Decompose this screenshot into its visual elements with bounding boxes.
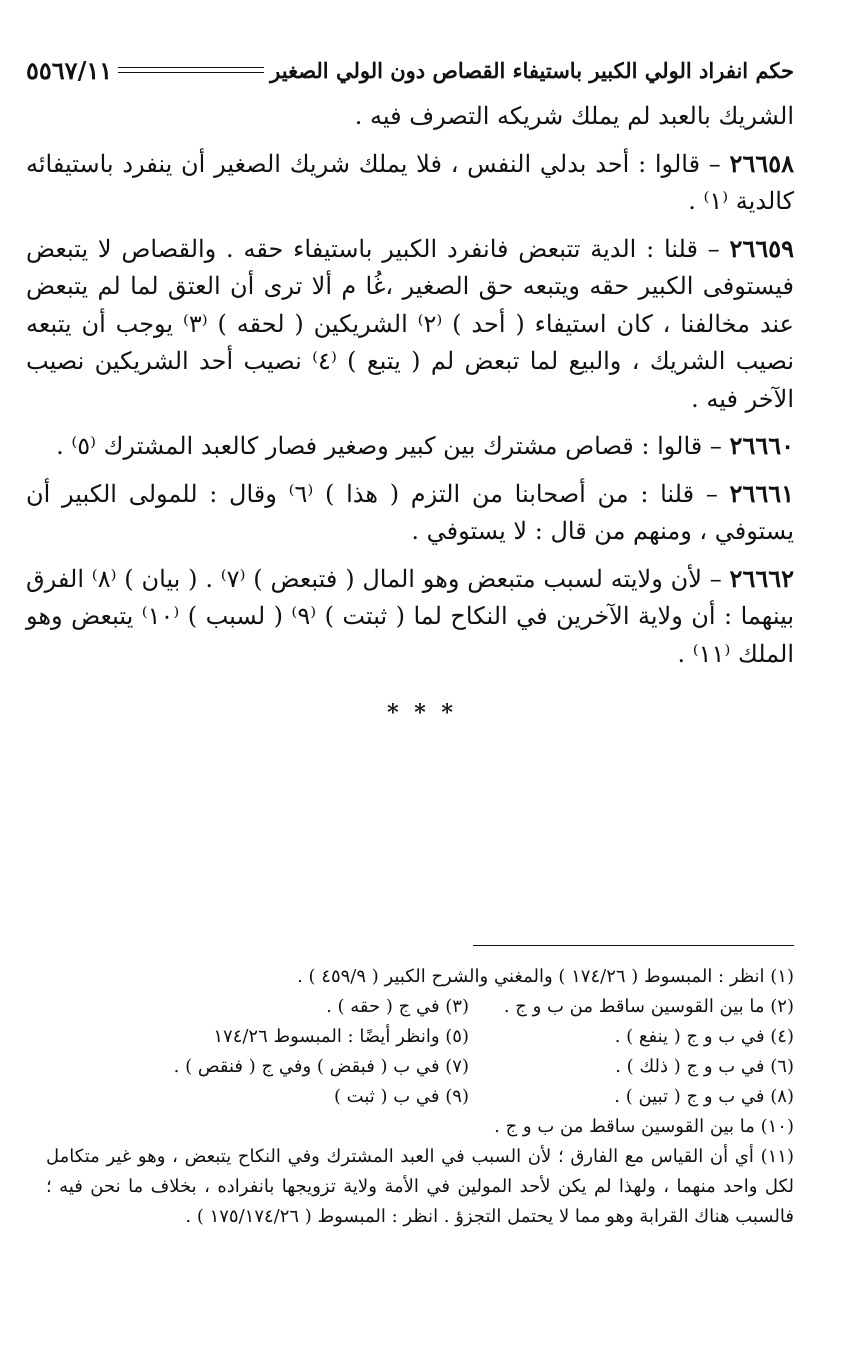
footnote-row <box>46 992 794 1022</box>
paragraph-number: ٢٦٦٥٩ <box>729 233 794 263</box>
header-rule <box>118 67 264 73</box>
footnote: (٧) في ب ( فبقض ) وفي ج ( فنقص ) . <box>173 1056 469 1077</box>
footnote-rule <box>473 945 794 946</box>
paragraph-number: ٢٦٦٦٢ <box>729 563 794 593</box>
footnote: (٢) ما بين القوسين ساقط من ب و ج . <box>503 996 794 1017</box>
footnotes <box>46 962 794 1232</box>
running-title: حكم انفراد الولي الكبير باستيفاء القصاص دون الولي الصغير <box>270 57 794 83</box>
paragraph-text: – لأن ولايته لسبب متبعض وهو المال ( فتبعض ) ⁽٧⁾ . ( بيان ) ⁽٨⁾ الفرق بينهما : أن ولاية الآخرين في النكاح لما ( ثبتت ) ⁽٩⁾ ( لسبب ) ⁽١٠⁾ يتبعض وهو الملك ⁽١١⁾ . <box>26 564 795 668</box>
paragraph <box>26 427 794 466</box>
paragraph-text: – قالوا : قصاص مشترك بين كبير وصغير فصار كالعبد المشترك ⁽٥⁾ . <box>56 432 730 460</box>
footnote-row <box>46 1052 794 1082</box>
footnote: (٩) في ب ( ثبت ) <box>333 1086 469 1107</box>
footnote: (١) انظر : المبسوط ( ١٧٤/٢٦ ) والمغني والشرح الكبير ( ٤٥٩/٩ ) . <box>297 966 794 987</box>
footnote: (١٠) ما بين القوسين ساقط من ب و ج . <box>494 1116 794 1137</box>
paragraph-number: ٢٦٦٥٨ <box>729 148 794 178</box>
footnote: (٥) وانظر أيضًا : المبسوط ١٧٤/٢٦ <box>213 1026 469 1047</box>
paragraph <box>26 475 794 551</box>
running-header <box>26 50 794 90</box>
paragraph-text: – قلنا : من أصحابنا من التزم ( هذا ) ⁽٦⁾ وقال : للمولى الكبير أن يستوفي ، ومنهم من قال : لا يستوفي . <box>26 479 794 545</box>
paragraph <box>26 98 794 136</box>
footnote: (١١) أي أن القياس مع الفارق ؛ لأن السبب في العبد المشترك وفي النكاح يتبعض ، وهو غير متكامل لكل واحد منهما ، ولهذا لم يكن لأحد المولين في الأمة ولاية تزويجها بانفراده ، بخلاف ما نحن فيه ؛ فالسبب هناك القرابة وهو مما لا يحتمل التجزؤ . انظر : المبسوط ( ١٧٥/١٧٤/٢٦ ) . <box>46 1146 794 1227</box>
footnote-row <box>46 1022 794 1052</box>
footnote: (٤) في ب و ج ( ينفع ) . <box>614 1026 794 1047</box>
footnote: (٦) في ب و ج ( ذلك ) . <box>615 1056 794 1077</box>
section-separator: * * * <box>387 700 457 726</box>
paragraph <box>26 230 794 419</box>
footnote-row <box>46 1082 794 1112</box>
paragraph-number: ٢٦٦٦١ <box>729 478 794 508</box>
paragraph-text: الشريك بالعبد لم يملك شريكه التصرف فيه . <box>354 102 794 130</box>
footnote: (٨) في ب و ج ( تبين ) . <box>614 1086 794 1107</box>
paragraph <box>26 560 794 674</box>
footnote: (٣) في ج ( حقه ) . <box>326 996 469 1017</box>
main-text <box>26 98 794 682</box>
paragraph-number: ٢٦٦٦٠ <box>729 431 794 460</box>
paragraph <box>26 145 794 221</box>
page-number: ٥٥٦٧/١١ <box>26 55 113 85</box>
paragraph-text: – قالوا : أحد بدلي النفس ، فلا يملك شريك الصغير أن ينفرد باستيفائه كالدية ⁽١⁾ . <box>26 149 794 215</box>
paragraph-text: – قلنا : الدية تتبعض فانفرد الكبير باستيفاء حقه . والقصاص لا يتبعض فيستوفى الكبير حقه ويتبعه حق الصغير ،غُا م ألا ترى أن العتق لما لم يتبعض عند مخالفنا ، كان استيفاء ( أحد ) ⁽٢⁾ الشريكين ( لحقه ) ⁽٣⁾ يوجب أن يتبعه نصيب الشريك ، والبيع لما تبعض لم ( يتبع ) ⁽٤⁾ نصيب أحد الشريكين نصيب الآخر فيه . <box>26 234 795 413</box>
